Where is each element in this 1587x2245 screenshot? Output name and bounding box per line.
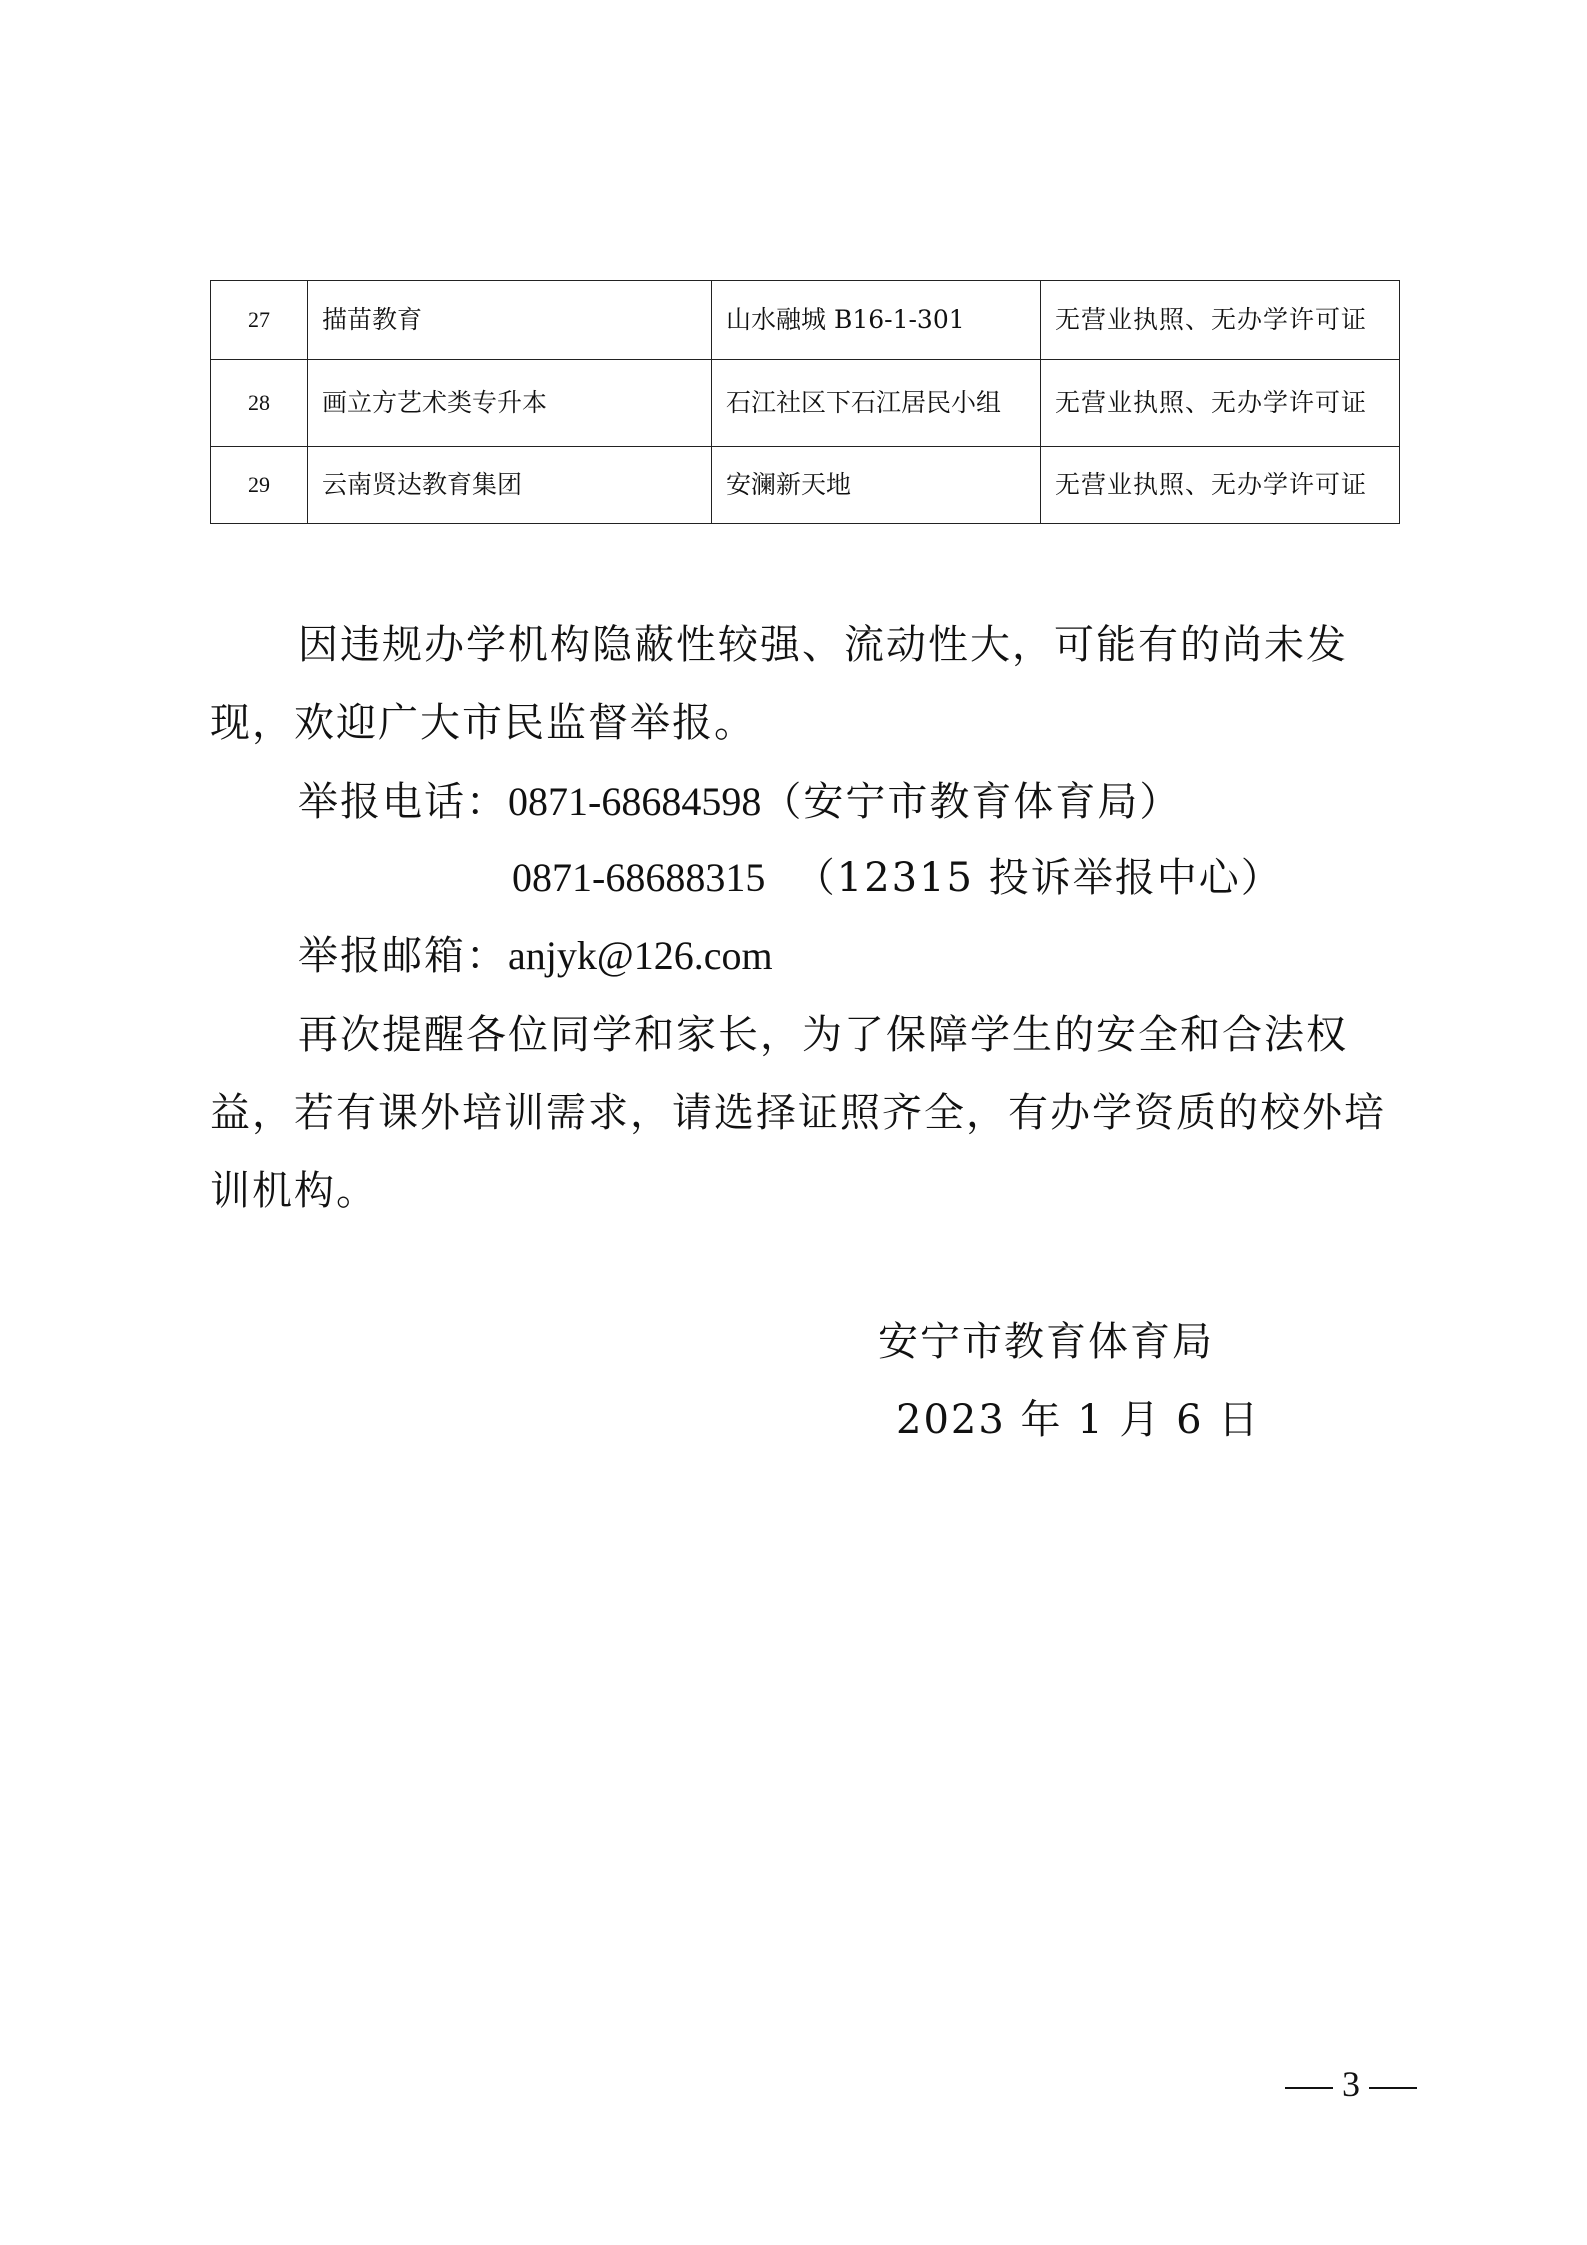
institution-address: 安澜新天地 [712, 447, 1041, 524]
phone-org-2: （12315 投诉举报中心） [794, 855, 1283, 901]
row-number: 29 [211, 447, 308, 524]
institution-address: 石江社区下石江居民小组 [712, 360, 1041, 447]
institution-name: 云南贤达教育集团 [308, 447, 712, 524]
notice-paragraph [210, 606, 1400, 762]
signature-org: 安宁市教育体育局 [878, 1319, 1214, 1365]
row-number: 27 [211, 281, 308, 360]
email-address: anjyk@126.com [508, 933, 773, 978]
phone-line-2 [512, 848, 1283, 908]
page-dash-left [1285, 2087, 1333, 2089]
signature-date: 2023 年 1 月 6 日 [896, 1397, 1261, 1443]
phone-label: 举报电话： [298, 779, 508, 825]
table-row [211, 281, 1400, 360]
institution-address: 山水融城 B16-1-301 [712, 281, 1041, 360]
email-line [298, 926, 773, 986]
row-number: 28 [211, 360, 308, 447]
phone-number-2: 0871-68688315 [512, 855, 766, 900]
institution-table [210, 280, 1400, 524]
violation-issue: 无营业执照、无办学许可证 [1041, 281, 1400, 360]
violation-issue: 无营业执照、无办学许可证 [1041, 447, 1400, 524]
reminder-paragraph [210, 996, 1400, 1230]
phone-org-1: （安宁市教育体育局） [761, 779, 1182, 825]
phone-line-1 [298, 772, 1181, 832]
reminder-text: 再次提醒各位同学和家长，为了保障学生的安全和合法权益，若有课外培训需求，请选择证照齐全，有办学资质的校外培训机构。 [210, 1012, 1386, 1214]
page-number-text: 3 [1342, 2064, 1360, 2104]
institution-name: 画立方艺术类专升本 [308, 360, 712, 447]
table-row [211, 447, 1400, 524]
page-dash-right [1369, 2087, 1417, 2089]
phone-number-1: 0871-68684598 [508, 779, 762, 824]
table-row [211, 360, 1400, 447]
notice-text: 因违规办学机构隐蔽性较强、流动性大，可能有的尚未发现，欢迎广大市民监督举报。 [210, 622, 1348, 746]
page-number [1285, 2062, 1417, 2106]
institution-name: 描苗教育 [308, 281, 712, 360]
email-label: 举报邮箱： [298, 933, 508, 979]
violation-issue: 无营业执照、无办学许可证 [1041, 360, 1400, 447]
